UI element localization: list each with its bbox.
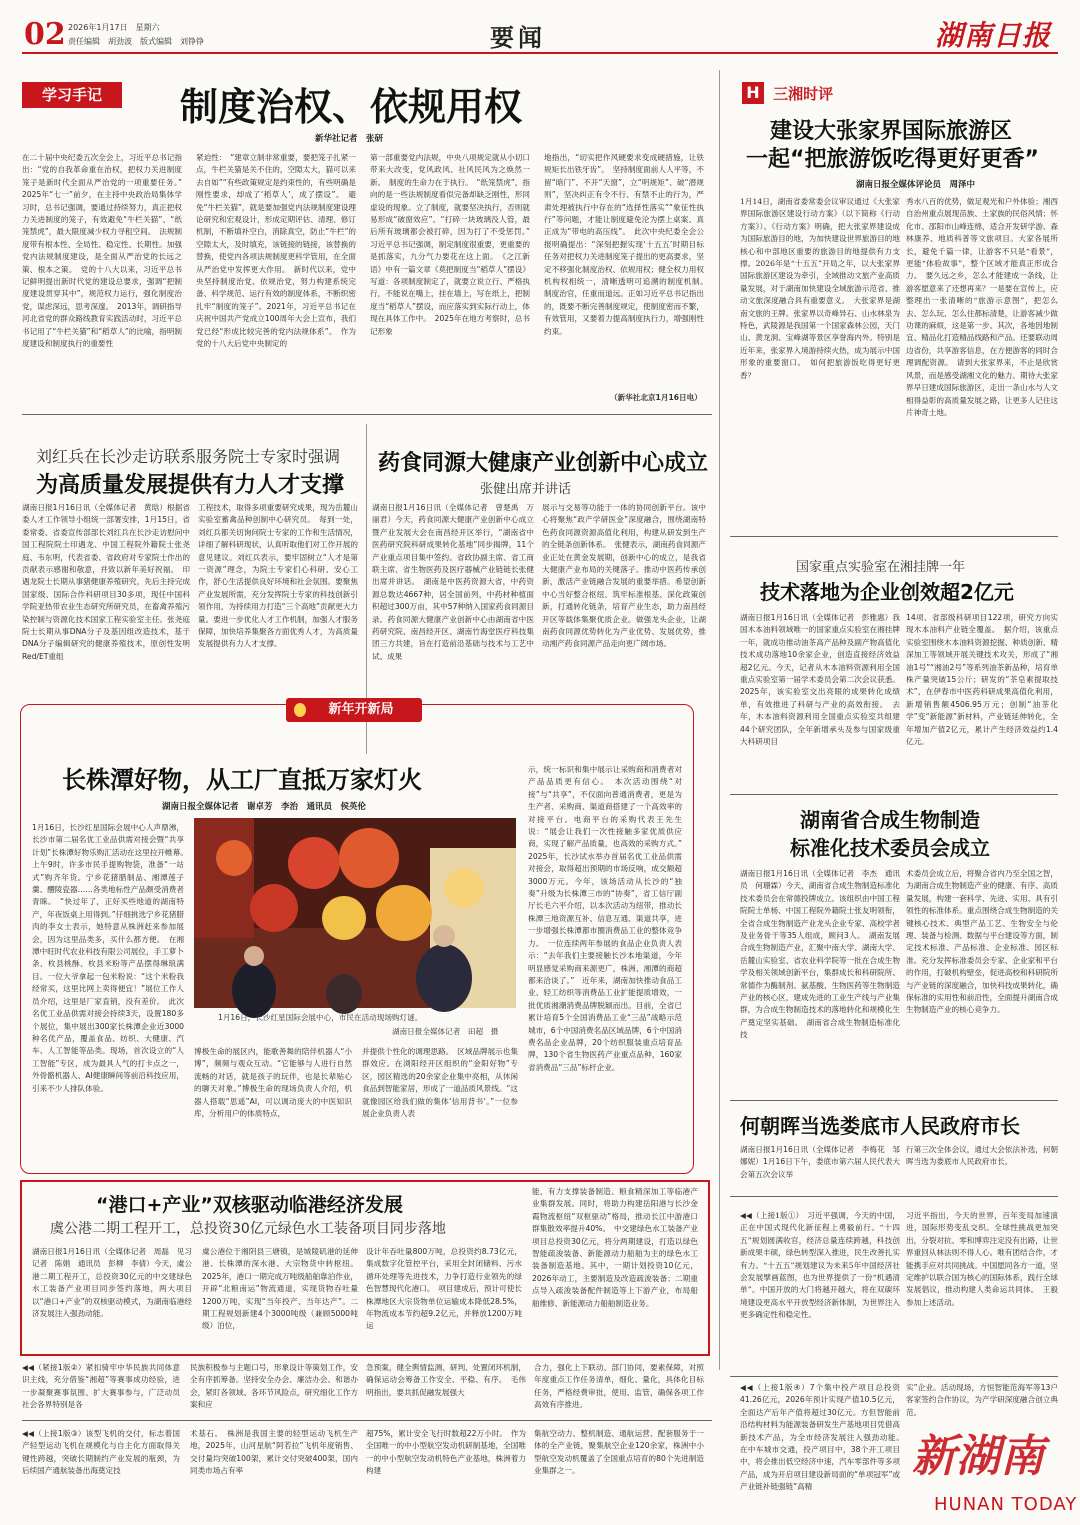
- lead-col-4: 地指出，“切实把作风硬要求变成硬措施，让铁规矩长出铁牙齿”。 坚持制度面前人人平等，不留“暗门”、不开“天窗”，立“明规矩”、破“潜规则”，坚决纠正有令不行、有禁不止的行为，严肃处理被执行中存在的“选择性落实”“象征性执行”等问题，才能让制度避免沦为摆上桌案、真正成为“带电的高压线”。 此次中央纪委全会公报明确提出：“深刻把握实现‘十五五’时期目标任务对把权力关进制度笼子提出的更高要求，坚定不移强化制度治权、依规用权；健全权力用权机构权相统一，清晰透明可追溯的制度机制。 制度治官，任重而道远。正如习近平总书记指出的，既要不断完善制度规定，使制度密而不繁，有效管用，又要着力提高制度执行力，增强刚性约束。: [544, 153, 712, 336]
- lantern-icon: [294, 703, 306, 717]
- continuation-1-col-1: ◀◀（紧接1版②）紧扣骑牢中华民族共同体意识主线，充分借鉴“湘超”等赛事成功经验，进一步凝聚赛事氛围、扩大赛事参与，广泛动员社会各界特别是各: [22, 1363, 180, 1410]
- bio-title-1: 湖南省合成生物制造: [800, 808, 980, 832]
- watermark-logo: 新湖南: [912, 1431, 1044, 1482]
- port-col-4: 能，有力支撑装备制造、粮食精深加工等临港产业集群发展。同时，将助力构建岳阳港与长沙金霞物流枢纽“双枢驱动”格局，推动长江中游港口群集散效率提升40%。 中交建绿色水工装备产业项目总投资30亿元，将分两期建设，打造以绿色智能疏浚装备、新能源动力船舶为主的绿色水工装备制造基地。其中，一期计划投资10亿元，2026年动工，主要制造及改造疏浚装备；二期重点导入疏浚装备配件制造等上下游产业，布局船舶维修、新能源动力船舶制造业务。: [532, 1187, 698, 1308]
- bio-col-2: 术委员会成立后，将聚合省内乃至全国之智，为湖南合成生物制造产业的健康、有序、高质量发展，构建一套科学、先进、实用、具有引领性的标准体系。重点围绕合成生物制造的关键核心技术、典型产品工艺、生物安全与伦理、装备与检测、数据与平台建设等方面，制定技术标准、产品标准、企业标准、园区标准。充分发挥标准委员会专家、企业家和平台的作用，打破机构壁垒，促进高校和科研院所与产业链的深度融合，加快科技成果转化，确保标准的实用性和前沿性，全面提升湖南合成生物制造产业的核心竞争力。: [906, 869, 1058, 1015]
- bio-bottom-rule: [730, 1100, 1058, 1101]
- commentary-title-2: 一起“把旅游饭吃得更好更香”: [746, 147, 1039, 172]
- issue-date: 2026年1月17日 星期六: [68, 23, 160, 32]
- feature-photo-credit: 湖南日报全媒体记者 田超 摄: [392, 1027, 499, 1036]
- he-col-1: 湖南日报1月16日讯（全媒体记者 李梅花 邹娜妮）1月16日下午，娄底市第六届人民代表大会第五次会议举: [740, 1145, 900, 1179]
- feature-col-2: 博极生命的展区内，能歌善舞的陪伴机器人“小博”，频频与观众互动。“它能够与人进行自然流畅的对话，就是孩子的玩伴，也是长辈贴心的聊天对象。”博极生命的现场负责人介绍，机器人搭载“思遥”AI，可以调动庞大的中医知识库，分析用户的体质特点，: [194, 1047, 352, 1119]
- continuation-divider: [22, 1420, 712, 1421]
- section-title: 要闻: [490, 23, 546, 52]
- commentary-bottom-rule: [730, 536, 1058, 537]
- continuation-1-col-4: 合力，强化上下联动、部门协同，要素保障，对照年度重点工作任务清单，细化、量化，具体化目标任务，严格经费审批，使用、监管，确保各项工作高效有序推进。: [534, 1363, 704, 1410]
- tech-bottom-rule: [730, 794, 1058, 795]
- masthead-rule: [22, 52, 1058, 54]
- feature-byline: 湖南日报全媒体记者 谢卓芳 李治 通讯员 侯英伦: [162, 802, 367, 812]
- continuation-1-right-b: 习近平指出，今天的世界，百年变局加速演进，国际形势变乱交织。全球性挑战更加突出，分裂对抗、零和博弈注定没有出路，让世界重回从林法则不得人心。唯有团结合作，才能携手应对共同挑战。中国愿同各方一道，坚定维护以联合国为核心的国际体系，践行全球发展倡议，推动构建人类命运共同体。 王毅参加上述活动。: [906, 1211, 1058, 1307]
- port-col-3: 设计年吞吐量800万吨，总投资约8.73亿元，集成数字化管控平台，采用全封闭储料、污水循环处理等先进技术，力争打造行业领先的绿色智慧现代化港口。 项目建成后，预计可使长株潭地区大宗货物单位运输成本降低28.5%，年物流成本节约超9.2亿元，并释放1200万吨运: [366, 1247, 522, 1331]
- he-col-2: 行第三次全体会议，通过大会依法补选，何朝晖当选为娄底市人民政府市长。: [906, 1145, 1058, 1167]
- newspaper-logo: 湖南日报: [935, 19, 1052, 52]
- commentary-col-1: 1月14日，湖南省委常委会议审议通过《大张家界国际旅游区建设行动方案》（以下简称《行动方案》）。《行动方案》明确，把大张家界建设成为国际旅游目的地，为加快建设世界旅游目的地核心和中部地区重要的旅游目的地提供有力支撑。2026年是“十五五”开局之年，以大张家界国际旅游区建设为牵引，全域推动文旅产业高质量发展，对于湖南加快建设全域旅游示范省、推动文旅深度融合具有重要意义。 大张家界是湖南文旅的王牌。张家界以奇峰异石、山水林泉为特色，武陵源是我国第一个国家森林公园，天门山、黄龙洞、宝峰湖等景区享誉海内外。特别是近年来，张家界入境游持续火热，成为展示中国形象的重要窗口。 如何把旅游饭吃得更好更香？: [740, 197, 900, 380]
- he-bottom-rule: [730, 1196, 1058, 1197]
- tech-title: 技术落地为企业创效超2亿元: [760, 580, 1014, 604]
- yao-subtitle: 张健出席并讲话: [480, 482, 572, 497]
- column-tag-label: 学习手记: [41, 86, 102, 104]
- commentary-byline: 湖南日报全媒体评论员 周泽中: [856, 180, 976, 190]
- lead-col-1: 在二十届中央纪委五次全会上，习近平总书记指出：“党的自我革命重在治权，把权力关进制度笼子是新时代全面从严治党的一项重要任务。” 2025年“七一”前夕，在主持中央政治局集体学习时，总书记强调，要通过持续努力，真正把权力关进制度的笼子，有效避免“牛栏关猫”、“纸笼禁虎”，最大限度减少权力寻租空间。 法规制度带有根本性、全局性、稳定性、长期性。加强党内法规制度建设，是全面从严治党的长远之策、根本之策。 党的十八大以来，习近平总书记鲜明提出新时代党的建设总要求，强调“把制度建设贯穿其中”，规范权力运行，强化制度治党，谋虑深远，思考深邃。 2013年，调研指导河北省党的群众路线教育实践活动时，习近平总书记用了“牛栏关猫”和“稻草人”的比喻，指明制度建设和制度执行的重要性: [22, 153, 190, 349]
- bio-title-2: 标准化技术委员会成立: [790, 836, 990, 860]
- continuation-4-right: ◀◀（上接1版④）7个集中投产项目总投资41.26亿元，2026年预计实现产值10.5亿元，全面达产后年产值将超过30亿元。方但智能前沿结构材料为能源装备研发生产基地项目凭借高新技术产品，为全市经济发展注入强劲动能。 在中车城市交通，投产项目中，38个开工项目中，将会推出低空经济中速，汽车零部件等多项产品，成为开启项目建设新局面的“单项冠军”或产业链补链强链“高精: [740, 1383, 908, 1492]
- lead-col-3: 第一部重要党内法规，中央八项规定就从小切口带来大改变，党风政风、社风民风为之焕然一新。 制度的生命力在于执行。 “纸笼禁虎”，指向的是一些法规制度看似完备却缺乏刚性，形同虚设的现象。立了制度，就要坚决执行，否则就易形成“破窗效应”。“打碎一块玻璃没人管，最后所有玻璃都会被打碎，因为打了不受惩罚。” 习近平总书记强调，制定制度很重要，更重要的是抓落实，九分气力要花在这上面。 《之江新语》中有一篇文章《莫把制度当“稻草人”摆设》写道：各项制度制定了，就要立说立行、严格执行，不能说在嘴上，挂在墙上，写在纸上，把制度当“稻草人”摆设，而应落实到实际行动上，体现在具体工作中。 2025年在地方考察时，总书记形象: [370, 153, 538, 336]
- yao-col-1: 湖南日报1月16日讯（全媒体记者 曾楚禹 万丽君）今天，药食同源大健康产业创新中心成立暨产业发展大会在南昌经开区举行，“湖南省中医药研究院科研成果转化基地”同步揭牌，11个产业重点项目集中签约。省政协副主席、省工商联主席、省生物医药及医疗器械产业链链长张健出席并讲话。 湖南是中医药资源大省，中药资源总数达4667种，居全国前列，中药材种植面积超过300万亩，其中57种纳入国家药食同源目录。药食同源大健康产业创新中心由湖南省中医药研究院、南昌经开区、湖南竹海堂医疗科技集团三方共建，旨在打造前沿基础与技术与工艺中试、成果: [372, 503, 534, 661]
- commentary-column-logo: [742, 82, 833, 104]
- continuation-3-col-3: 超75%，累计安全飞行时数超22万小时。 作为全国唯一的中小型航空发动机研制基地，全国唯一的中小型航空发动机特色产业基地，株洲着力构建: [366, 1429, 526, 1476]
- lead-title: 制度治权、依规用权: [180, 84, 523, 129]
- yao-title: 药食同源大健康产业创新中心成立: [378, 451, 709, 476]
- lead-byline: 新华社记者 张研: [315, 134, 384, 144]
- continuation-3-col-4: 集航空动力、整机制造、通航运营、配套服务于一体的全产业链，聚集航空企业120余家，株洲中小型航空发动机覆盖了全国重点培育的80个先进制造业集群之一。: [534, 1429, 704, 1476]
- bio-col-1: 湖南日报1月16日讯（全媒体记者 李杰 通讯员 何珊霖）今天，湖南省合成生物制造标准化技术委员会在常德投牌成立。该组织由中国工程院院士单杨、中国工程院外籍院士张友明领衔，全省合成生物制造产业龙头企业专家、高校学者及业务骨干等35人组成，顾问3人。 湖南发展合成生物制造产业，汇聚中南大学、湖南大学、岳麓山实验室、省农业科学院等一批在合成生物学及相关领域创新平台，集群成长和科研院所、常德作为酶制剂、氨基酸、生物医药等生物制造产业的核心区，建成先进的工业生产线与产业集群，为合成生物制造技术的落地转化和规模化生产奠定坚实基础。 湖南省合成生物制造标准化技: [740, 869, 900, 1040]
- feature-col-1: 1月16日，长沙红星国际会展中心人声鼎沸，长沙市第二届名优工业品供需对接会暨“共享计划”长株潭好物乐购汇活动在这里拉开帷幕。 上午9时，许多市民手提购物袋，准备“一站式”购齐年货。宁乡花猪腊制品、湘潭莲子羹、醴陵瓷器……各类地标性产品颇受消费者青睐。 “快过年了，正好买些地道的湖南特产，年夜饭桌上用得到。”仔细挑选宁乡花猪腊肉的李女士表示，她特意从株洲赶来参加展会，因为这里品类多，买什么都方便。 在湘潭中旺时代农业科技有限公司展位，手工萝卜条、枚县桃酥、枚县米粉等产品摆得琳琅满目。一位大爷拿起一包米粉说：“这个米粉我经常买，这里比网上卖得便宜！”展位工作人员介绍，这里是厂家直销，没有差价。 此次名优工业品供需对接会持续3天，设置180多个展位，集中展出300家长株潭企业近3000种名优产品，覆盖食品、纺织、大健康、汽车、人工智能等品类。现场，首次设立的“人工智能”专区，成为最具人气的打卡点之一，外骨骼机器人、AI健康瞬间等前沿科技应用，引来不少人排队体验。: [32, 823, 192, 1093]
- continuation-4-right-tail: 实”企业。活动现场，方恒智能范海军等13户客家签约合作协议，为产学研深度融合创立典范。: [906, 1383, 1058, 1417]
- port-subtitle: 虞公港二期工程开工，总投资30亿元绿色水工装备项目同步落地: [50, 1221, 446, 1237]
- commentary-title-1: 建设大张家界国际旅游区: [770, 119, 1013, 144]
- continuation-1-col-2: 民族积极参与主题口号，形象设计等策划工作，安全有序抓筹备。坚持安全办会、廉洁办会、和谐办会，紧盯各领域、各环节风险点，研究细化工作方案和应: [190, 1363, 358, 1410]
- continuation-3-col-2: 术基石。 株洲是我国主要的轻型运动飞机生产地，2025年，山河星航“阿若拉”飞机年度销售、交付量均突破100架，累计交付突破400架，国内同类市场占有率: [190, 1429, 358, 1476]
- watermark-subtitle: HUNAN TODAY: [934, 1494, 1078, 1515]
- lead-col-2: 紧迫性： “建章立制非常重要，要把笼子扎紧一点，牛栏关猫是关不住的，空隙太大，猫可以来去自如”“有些政策规定是约束性的，有些明确是刚性要求，却成了‘稻草人’，成了摆设”。 避免“牛栏关猫”，就是要加强党内法规制度建设理论研究和宏观设计，形成定期评估、清理、修订机制，不断填补空白，消除真空，防止“牛栏”的空隙太大，及时填充，该链接的链接，该替换的替换，使党内各项法规制度更科学管用，在全面从严治党中发挥更大作用。 新时代以来，党中央坚持制度治党、依规治党，努力构建系统完备、科学规范、运行有效的制度体系，不断织密扎牢“制度的笼子”。2021年，习近平总书记在庆祝中国共产党成立100周年大会上宣布，我们党已经“形成比较完善的党内法规体系”。 作为党的十八大后党中央制定的: [196, 153, 356, 349]
- liu-col-1: 湖南日报1月16日讯（全媒体记者 黄晗）根据省委人才工作领导小组统一部署安排，1月15日，省委常委、省委宣传部部长刘红兵在长沙走访慰问中国工程院院士印遇龙、中国工程院外籍院士张尧庭、韦东明，代表省委、省政府对专家院士作出的贡献表示感谢和敬意，并致以新年美好祝福。 印遇龙院士长期从事猪健康养殖研究，先后主持完成国家级、国际合作科研项目30多项，现任中国科学院亚热带农业生态研究所研究员，在畜禽养殖污染控制与资源化技术国家工程实验室主任。张尧庭院士长期从事DNA分子及基因组改造技术，基于DNA分子编辑研究的健康养殖技术，原创性发明Red/ET重组: [22, 503, 190, 661]
- continuation-1-col-3: 急预案，健全舆情监测、研判、处置闭环机制，确保运动会筹备工作安全、平稳、有序。 毛伟明指出，要共抓促融发展强大: [366, 1363, 526, 1397]
- yao-col-2: 展示与交易等功能于一体的协同创新平台。该中心将聚焦“政产学研医金”深度融合，围绕湖南特色药食同源资源高值化利用，构建从研发到生产的全链条创新体系。 张健表示，湖南药食同源产业正处在黄金发展期，创新中心的成立，是我省大健康产业布局的关键落子。推动中医药传承创新，激活产业链融合发展的重要举措。希望创新中心当好整合枢纽、筑牢标准根基、深化政策创新，打通转化链条，培育产业生态，助力南昌经开区等载体集聚优质企业。做强龙头企业，让湖南药食同源优势转化为产业优势、发展优势，推动湘产药食同源产品走向更广阔市场。: [542, 503, 706, 649]
- tech-col-2: 14项、省部级科研项目122项，研究方向实现木本油料产业链全覆盖。 据介绍，该重点实验室围绕木本油料资源挖掘、种质创新、精深加工等领域开展关键技术攻关，形成了“湘油1号”“湘油2号”等系列油茶新品种，培育单株产量突破15公斤；研发的“茶皂素提取技术”，在伊春市中医药科研成果高值化利用，新增销售额4506.95万元；创制“油茶化学”变“新能源”新材料，产业链延伸转化，全年增加产值2亿元，累计产生经济效益约1.4亿元。: [906, 613, 1058, 747]
- feature-banner: [286, 698, 422, 722]
- feature-col-3: 并提供个性化的调理思路。 区域品牌展示也集群效应。在浏阳经开区组织的“金阳好物”专区，园区精选的20余家企业集中亮相，从休闲食品到智能家居，形成了一道品质风景线。“这就像园区给我们做的集体‘信用背书’。”一位参展企业负责人表: [362, 1047, 518, 1119]
- liu-col-2: 工程技术，取得多项重要研究成果，现为岳麓山实验室蓄禽品种创制中心研究员。 每到一处，刘红兵都关切询问院士专家的工作和生活情况，详细了解科研现状，认真听取他们对工作开展的意见建议。刘红兵表示，要牢固树立“人才是第一资源”理念，为院士专家们心科研、安心工作，舒心生活提供良好环境和社会氛围。要聚焦产业发展所需，充分发挥院士专家的科技创新引领作用，为持续用力打造“三个高地”贡献更大力量。要进一步优化人才工作机制，加强人才服务保障，加快培养集聚各方面优秀人才，为高质量发展提供有力人才支撑。: [198, 503, 358, 649]
- liu-title: 为高质量发展提供有力人才支撑: [36, 473, 345, 498]
- lead-bottom-rule: [22, 414, 712, 415]
- right-continuation-divider: [730, 1376, 1058, 1377]
- commentary-logo-icon: H: [742, 82, 764, 104]
- feature-banner-label: 新年开新局: [328, 702, 394, 717]
- feature-col-4: 示，统一标识和集中展示让采购商和消费者对产品品质更有信心。 本次活动围绕“对接”与“共享”，不仅面向普通消费者，更是为生产者、采购商、渠道商搭建了一个高效率的对接平台。电商平台的采购代表王先生说：“展会让我们一次性接触多家优质供应商，实现了解产品质量，也高效的采购方式。” 2025年，长沙试水举办首届名优工业品供需对接会，取得超出预期的市场反响，成交额超3000万元。今年，该场活动从长沙的“独奏”升级为长株潭三市的“协奏”，省工信厅副厅长毛六平介绍，以本次活动为纽带，推动长株潭三地资源互补、信息互通、渠道共享，进一步增强长株潭都市圈消费品工业的整体竞争力。 一位连续两年参展的食品企业负责人表示：“去年我们主要接触长沙本地渠道，今年明显感觉采购商来源更广，株洲、湘潭的商超都来洽谈了。” 近年来，湖南加快推动食品工业、轻工纺织等消费品工业扩能提质增效，一批优质湘潮消费品牌脱颖而出。目前，全省已累计培育5个全国消费品工业“三品”战略示范城市，6个中国消费名品区域品牌，6个中国消费名品企业品牌，20个纺织服装重点培育品牌，130个省生物医药产业重点品种，160家省消费品“三品”标杆企业。: [528, 765, 690, 1072]
- right-column-divider: [719, 70, 720, 1370]
- column-tag: [22, 82, 122, 108]
- continuation-1-right-a: ◀◀（上接1版①） 习近平强调，今天的中国，正在中国式现代化新征程上勇毅前行。“十四五”规划圆满收官，经济总量连续跨越，科技创新成果丰硕，绿色转型深入推进，民生改善扎实有力。“十五五”规划建议为未来5年中国经济社会发展擘画蓝图，也为世界提供了一份“机遇清单”。中国开放的大门将越开越大，将在双碳环境建设更高水平开放型经济新体制，为世界注入更多确定性和稳定性。: [740, 1211, 900, 1320]
- he-title: 何朝晖当选娄底市人民政府市长: [740, 1114, 1020, 1138]
- tech-kicker: 国家重点实验室在湘挂牌一年: [796, 560, 966, 575]
- feature-photo-caption: 1月16日，长沙红星国际会展中心，市民在活动现场购灯谜。: [218, 1013, 423, 1022]
- page-number: 02: [24, 17, 66, 52]
- commentary-logo-label: 三湘时评: [773, 84, 834, 103]
- commentary-col-2: 秀水八百的优势，做足观光和户外体验；湘西自治州重点展现苗族、土家族的民俗风情；怀化市、邵阳市山峰连绵，适合开发研学游、森林康养、地质科普等文旅项目。大家各展所长，避免千篇一律，让游客不只是“看景”，更能“体验故事”，整个区域才能真正形成合力。 要久远之乡，怎么才能建成一条线，让游客愿意来了还想再来？一是要在宣传上，应整理出一张清晰的“旅游示意图”，把怎么去、怎么玩、怎么住都标清楚，让游客减少做功课的麻烦，这是第一步。其次，各地因地制宜、精品化打造精品线路和产品。还要联动周边省份，共享游客信息，在方便游客的同时合理调配资源。 请到大张家界来，不止是欣赏风景，而是感受湖湘文化的魅力。期待大张家界早日建成国际旅游区，走出一条山水与人文相得益彰的高质量发展之路，让更多人记住这片神奇土地。: [906, 197, 1058, 417]
- editors-line: 责任编辑 胡劲波 版式编辑 刘铮铮: [68, 37, 204, 46]
- feature-photo: [194, 818, 516, 1008]
- liu-kicker: 刘红兵在长沙走访联系服务院士专家时强调: [36, 447, 341, 466]
- feature-title: 长株潭好物，从工厂直抵万家灯火: [62, 766, 422, 794]
- port-title: “港口+产业”双核驱动临港经济发展: [96, 1194, 403, 1216]
- feature-photo-image: [194, 818, 516, 1008]
- continuation-3-col-1: ◀◀（上接1版③）该型飞机的交付，标志着国产轻型运动飞机在规模化与自主化方面取得关键性跨越，突破长期制约产业发展的瓶颈，为后续国产通航装备出海奠定技: [22, 1429, 180, 1476]
- port-col-1: 湖南日报1月16日讯（全媒体记者 周磊 见习记者 陈娟 通讯员 彭柳 李倩）今天，虞公港二期工程开工，总投资30亿元的中交建绿色水工装备产业项目同步签约落地，两大项目以“港口+产业”的双核驱动模式，为湖南临港经济发展注入强劲动能。: [32, 1247, 192, 1319]
- tech-col-1: 湖南日报1月16日讯（全媒体记者 彭雅惠）我国木本油料领域唯一的国家重点实验室在湘挂牌一年，就成功推动油茶高产品种及副产物高值化技术成功落地10余家企业，创造直接经济效益超2亿元。今天，记者从木本油料资源利用全国重点实验室第一届学术委员会第二次会议获悉。2025年，该实验室交出亮眼的成果转化成绩单，有效推进了科研与产业的高效衔接。 去年，木本油料资源利用全国重点实验室共组建44个研究团队，全年新增承头及参与国家级重大科研项目: [740, 613, 900, 747]
- lead-source: （新华社北京1月16日电）: [610, 393, 702, 402]
- port-col-2: 虞公港位于湘阴县三塘镇，是城陵矶港的延伸港、长株潭的深水港、大宗物货中转枢纽。2025年，港口一期完成万吨级船舶靠泊作业，开辟“北粮南运”物流通道，实现货物吞吐量1200万吨，实现“当年投产、当年达产”。二期工程规划新建4个3000吨级（兼顾5000吨级）泊位，: [202, 1247, 359, 1331]
